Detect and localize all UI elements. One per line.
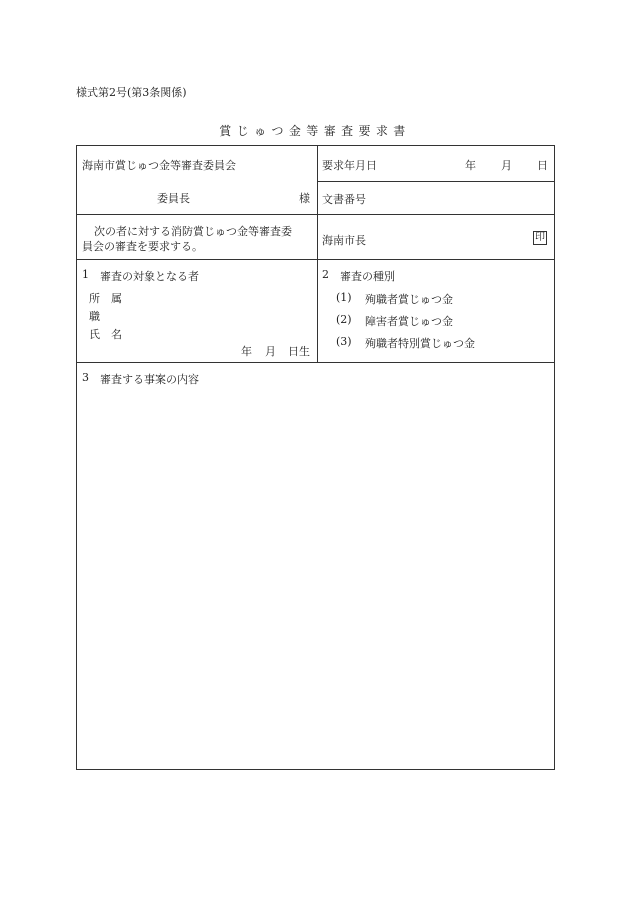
option-label: 障害者賞じゅつ金 <box>365 315 453 328</box>
request-text-line2: 員会の審査を要求する。 <box>82 240 203 253</box>
column-divider <box>317 145 318 362</box>
option-number: (2) <box>336 313 352 326</box>
doc-number-label: 文書番号 <box>322 193 366 206</box>
section2-number: 2 <box>322 268 329 281</box>
rule-addressee-bottom <box>76 214 555 215</box>
birth-year: 年 <box>241 345 252 358</box>
section1-number: 1 <box>82 268 89 281</box>
document-title: 賞じゅつ金等審査要求書 <box>219 124 411 138</box>
section3-number: 3 <box>82 371 89 384</box>
rule-section-bottom <box>76 362 555 363</box>
section3-heading: 審査する事案の内容 <box>100 373 199 386</box>
birth-month: 月 <box>265 345 276 358</box>
committee-name: 海南市賞じゅつ金等審査委員会 <box>82 159 236 172</box>
affiliation-label: 所 属 <box>89 292 122 305</box>
rule-date-docnum <box>317 181 555 182</box>
date-month: 月 <box>501 159 512 172</box>
request-text-line1: 次の者に対する消防賞じゅつ金等審査委 <box>94 225 292 238</box>
option-label: 殉職者特別賞じゅつ金 <box>365 337 475 350</box>
seal-mark: 印 <box>535 232 545 243</box>
option-number: (1) <box>336 291 352 304</box>
honorific: 様 <box>299 192 310 205</box>
option-label: 殉職者賞じゅつ金 <box>365 293 453 306</box>
position-label: 職 <box>89 310 100 323</box>
birth-day: 日生 <box>288 345 310 358</box>
section2-heading: 審査の種別 <box>340 270 395 283</box>
date-year: 年 <box>465 159 476 172</box>
section1-heading: 審査の対象となる者 <box>100 270 199 283</box>
rule-request-bottom <box>76 259 555 260</box>
name-label: 氏 名 <box>89 328 122 341</box>
form-number: 様式第2号(第3条関係) <box>76 86 187 99</box>
option-number: (3) <box>336 335 352 348</box>
date-day: 日 <box>537 159 548 172</box>
chair-label: 委員長 <box>157 192 190 205</box>
mayor-label: 海南市長 <box>322 234 366 247</box>
request-date-label: 要求年月日 <box>322 159 377 172</box>
